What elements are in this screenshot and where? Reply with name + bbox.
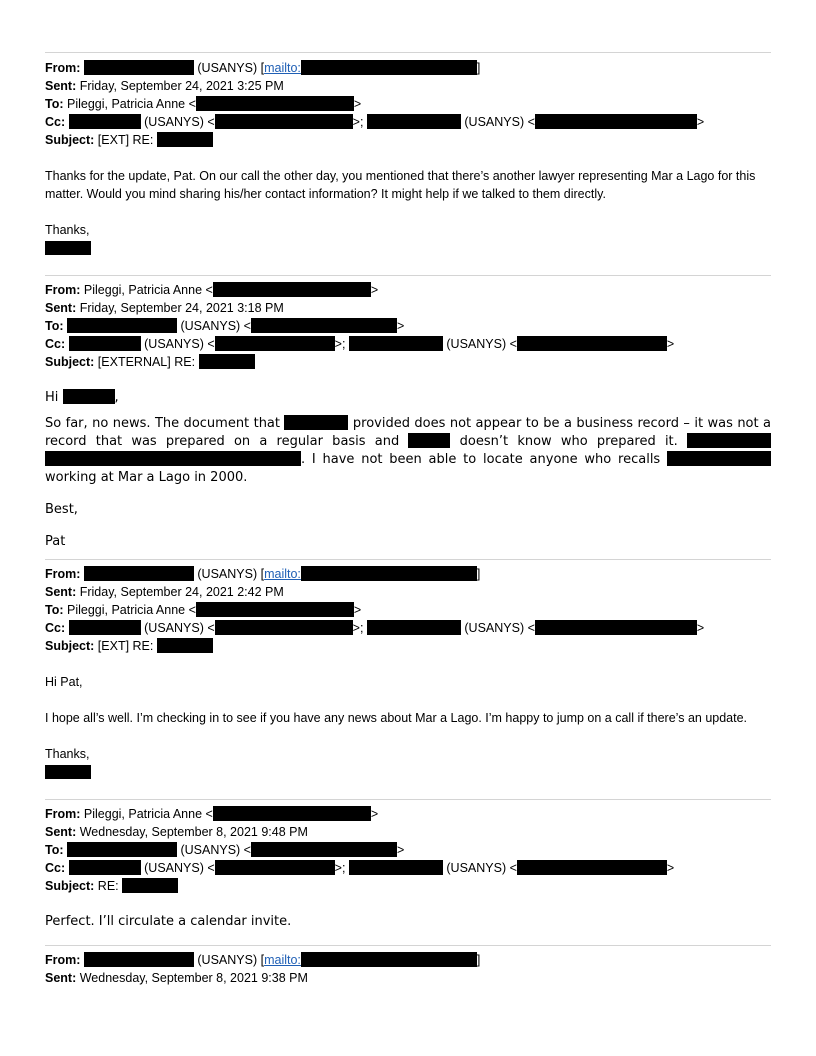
redaction xyxy=(213,806,371,821)
email-header-to: To: Pileggi, Patricia Anne < > xyxy=(45,97,362,111)
sent-value: Friday, September 24, 2021 3:18 PM xyxy=(79,301,284,315)
email-header-subject xyxy=(45,877,771,895)
email-header-subject xyxy=(45,131,771,149)
redaction xyxy=(687,433,771,448)
redaction xyxy=(301,952,477,967)
from-name: Pileggi, Patricia Anne < xyxy=(83,807,213,821)
from-label: From: xyxy=(45,283,81,297)
body-text: . I have not been able to locate anyone who recalls xyxy=(301,452,661,467)
body-text: working at Mar a Lago in 2000. xyxy=(45,470,248,485)
email-header-sent xyxy=(45,583,771,601)
to-name: Pileggi, Patricia Anne < xyxy=(67,603,196,617)
redaction xyxy=(196,602,354,617)
redaction xyxy=(196,96,354,111)
redaction xyxy=(63,389,115,404)
from-name: Pileggi, Patricia Anne < xyxy=(83,283,213,297)
sent-value: Friday, September 24, 2021 2:42 PM xyxy=(79,585,284,599)
from-org: (USANYS) [ xyxy=(197,953,265,967)
to-org: (USANYS) < xyxy=(180,319,251,333)
from-label: From: xyxy=(45,953,81,967)
redaction xyxy=(301,60,477,75)
signature-redaction xyxy=(45,765,91,779)
subject-label: Subject: xyxy=(45,879,95,893)
redaction xyxy=(157,638,213,653)
email-body: I hope all’s well. I’m checking in to see if you have any news about Mar a Lago. I’m happy to jump on a call if there’s an update. xyxy=(45,711,748,725)
redaction xyxy=(45,451,301,466)
to-org: (USANYS) < xyxy=(180,843,251,857)
cc-org: (USANYS) < xyxy=(446,337,517,351)
redaction xyxy=(199,354,255,369)
email-signature: Pat xyxy=(45,534,66,549)
redaction xyxy=(408,433,450,448)
redaction xyxy=(349,336,443,351)
cc-org: (USANYS) < xyxy=(144,337,215,351)
email-header-to: To: Pileggi, Patricia Anne < > xyxy=(45,603,362,617)
greeting-text: Hi xyxy=(45,390,59,405)
redaction xyxy=(67,318,177,333)
cc-org: (USANYS) < xyxy=(144,861,215,875)
email-closing: Thanks, xyxy=(45,747,90,761)
sent-value: Friday, September 24, 2021 3:25 PM xyxy=(79,79,284,93)
redaction xyxy=(535,114,697,129)
redaction xyxy=(215,860,335,875)
email-header-from: From: (USANYS) [mailto: ] xyxy=(45,567,481,581)
redaction xyxy=(84,60,194,75)
redaction xyxy=(69,620,141,635)
redaction xyxy=(67,842,177,857)
redaction xyxy=(69,114,141,129)
sent-value: Wednesday, September 8, 2021 9:48 PM xyxy=(79,825,308,839)
redaction xyxy=(251,318,397,333)
email-header-sent xyxy=(45,299,771,317)
email-header-subject xyxy=(45,637,771,655)
redaction xyxy=(69,860,141,875)
cc-label: Cc: xyxy=(45,337,66,351)
subject-value: [EXTERNAL] RE: xyxy=(97,355,196,369)
email-header-cc: Cc: (USANYS) < >; (USANYS) < > xyxy=(45,621,705,635)
from-org: (USANYS) [ xyxy=(197,61,265,75)
cc-org: (USANYS) < xyxy=(446,861,517,875)
sent-label: Sent: xyxy=(45,79,77,93)
email-header-subject xyxy=(45,353,771,371)
email-header-sent xyxy=(45,77,771,95)
email-closing: Thanks, xyxy=(45,223,90,237)
email-header-from: From: (USANYS) [mailto: ] xyxy=(45,953,481,967)
redaction xyxy=(349,860,443,875)
sent-label: Sent: xyxy=(45,971,77,985)
email-header-to: To: (USANYS) < > xyxy=(45,319,405,333)
subject-label: Subject: xyxy=(45,355,95,369)
email-body: Perfect. I’ll circulate a calendar invite. xyxy=(45,914,292,929)
cc-org: (USANYS) < xyxy=(464,115,535,129)
redaction xyxy=(122,878,178,893)
body-text: So far, no news. The document that xyxy=(45,416,280,431)
cc-org: (USANYS) < xyxy=(464,621,535,635)
email-body: Thanks for the update, Pat. On our call the other day, you mentioned that there’s another lawyer representing Mar a Lago for this matter. Would you mind sharing his/her contact information? It might help if we talked to them directly. xyxy=(45,169,756,201)
redaction xyxy=(667,451,771,466)
redaction xyxy=(367,620,461,635)
mailto-link[interactable]: mailto: xyxy=(264,567,301,581)
from-label: From: xyxy=(45,567,81,581)
sent-label: Sent: xyxy=(45,825,77,839)
redaction xyxy=(517,860,667,875)
email-thread xyxy=(45,52,771,987)
email-header-cc: Cc: (USANYS) < >; (USANYS) < > xyxy=(45,861,675,875)
sent-label: Sent: xyxy=(45,585,77,599)
email-closing: Best, xyxy=(45,502,78,517)
redaction xyxy=(215,620,353,635)
redaction xyxy=(284,415,348,430)
redaction xyxy=(517,336,667,351)
sent-value: Wednesday, September 8, 2021 9:38 PM xyxy=(79,971,308,985)
cc-org: (USANYS) < xyxy=(144,115,215,129)
email-header-sent xyxy=(45,969,771,987)
signature-redaction xyxy=(45,241,91,255)
email-header-sent xyxy=(45,823,771,841)
redaction xyxy=(215,336,335,351)
to-label: To: xyxy=(45,319,64,333)
email-greeting: Hi , xyxy=(45,390,119,405)
to-label: To: xyxy=(45,603,64,617)
redaction xyxy=(215,114,353,129)
subject-label: Subject: xyxy=(45,133,95,147)
mailto-link[interactable]: mailto: xyxy=(264,61,301,75)
email-header-to: To: (USANYS) < > xyxy=(45,843,405,857)
redaction xyxy=(84,952,194,967)
redaction xyxy=(251,842,397,857)
body-text: provided does not appear to be a business record – it was not a record that was prepared on a regular basis and xyxy=(45,416,772,449)
email-header-cc: Cc: (USANYS) < >; (USANYS) < > xyxy=(45,115,705,129)
redaction xyxy=(157,132,213,147)
email-header-from: From: (USANYS) [mailto: ] xyxy=(45,61,481,75)
redaction xyxy=(535,620,697,635)
from-label: From: xyxy=(45,807,81,821)
cc-org: (USANYS) < xyxy=(144,621,215,635)
subject-value: RE: xyxy=(97,879,119,893)
subject-value: [EXT] RE: xyxy=(97,133,154,147)
subject-label: Subject: xyxy=(45,639,95,653)
email-greeting: Hi Pat, xyxy=(45,675,83,689)
sent-label: Sent: xyxy=(45,301,77,315)
from-org: (USANYS) [ xyxy=(197,567,265,581)
redaction xyxy=(84,566,194,581)
email-header-cc: Cc: (USANYS) < >; (USANYS) < > xyxy=(45,337,675,351)
cc-label: Cc: xyxy=(45,621,66,635)
redaction xyxy=(367,114,461,129)
cc-label: Cc: xyxy=(45,115,66,129)
to-name: Pileggi, Patricia Anne < xyxy=(67,97,196,111)
subject-value: [EXT] RE: xyxy=(97,639,154,653)
to-label: To: xyxy=(45,97,64,111)
redaction xyxy=(301,566,477,581)
from-label: From: xyxy=(45,61,81,75)
to-label: To: xyxy=(45,843,64,857)
mailto-link[interactable]: mailto: xyxy=(264,953,301,967)
email-header-from: From: Pileggi, Patricia Anne < > xyxy=(45,283,379,297)
redaction xyxy=(213,282,371,297)
email-header-from: From: Pileggi, Patricia Anne < > xyxy=(45,807,379,821)
cc-label: Cc: xyxy=(45,861,66,875)
redaction xyxy=(69,336,141,351)
body-text: doesn’t know who prepared it. xyxy=(459,434,678,449)
email-body xyxy=(45,415,771,487)
